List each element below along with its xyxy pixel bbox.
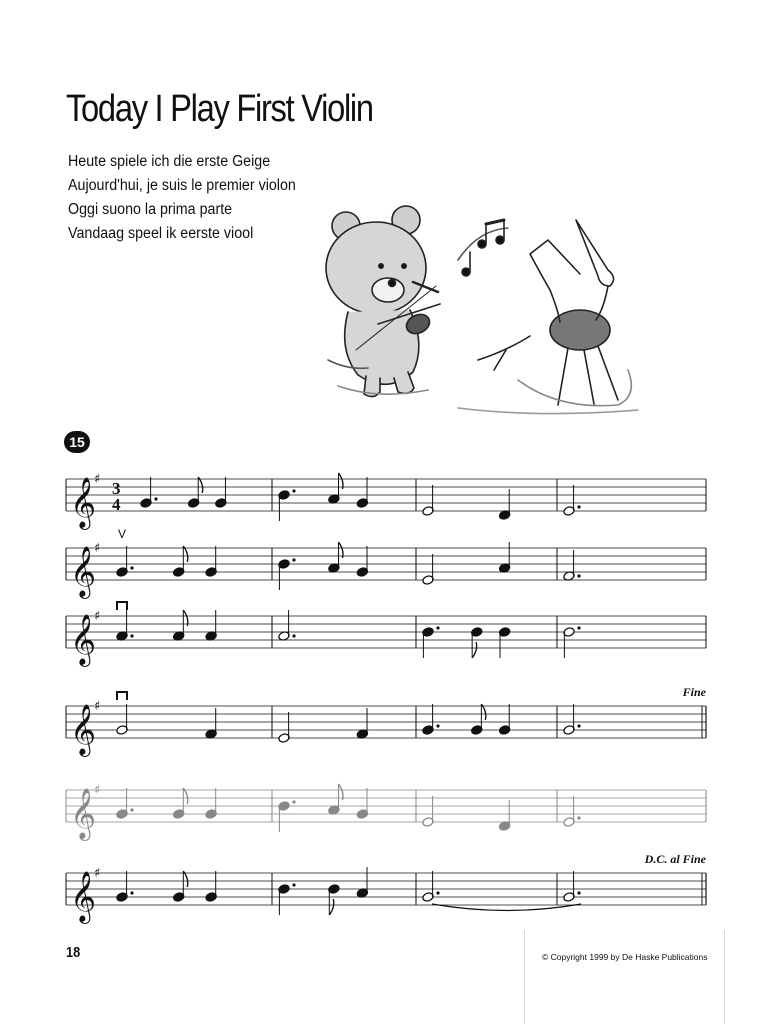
time-signature-bottom: 4	[112, 495, 121, 514]
staff-system	[66, 527, 706, 599]
treble-clef-icon: 𝄞	[70, 477, 97, 528]
down-bow-mark	[117, 692, 127, 700]
key-signature-sharp: ♯	[94, 609, 101, 624]
note-flag	[329, 899, 334, 915]
augmentation-dot	[292, 634, 295, 637]
staff-system	[66, 685, 707, 757]
augmentation-dot	[436, 891, 439, 894]
key-signature-sharp: ♯	[94, 541, 101, 556]
subtitle-german: Heute spiele ich die erste Geige	[68, 153, 271, 170]
augmentation-dot	[577, 505, 580, 508]
augmentation-dot	[436, 724, 439, 727]
crop-mark	[524, 930, 525, 1024]
subtitle-dutch: Vandaag speel ik eerste viool	[68, 225, 254, 242]
subtitle-french: Aujourd'hui, je suis le premier violon	[68, 177, 296, 194]
augmentation-dot	[577, 626, 580, 629]
down-bow-mark	[117, 602, 127, 610]
treble-clef-icon: 𝄞	[70, 614, 97, 665]
crop-mark	[724, 930, 725, 1024]
note-flag	[472, 642, 477, 658]
augmentation-dot	[154, 497, 157, 500]
up-bow-mark: V	[118, 527, 127, 541]
augmentation-dot	[577, 574, 580, 577]
page-number: 18	[66, 944, 81, 961]
augmentation-dot	[577, 816, 580, 819]
key-signature-sharp: ♯	[94, 699, 101, 714]
treble-clef-icon: 𝄞	[70, 788, 97, 839]
staff-system	[66, 783, 706, 841]
augmentation-dot	[292, 489, 295, 492]
treble-clef-icon: 𝄞	[70, 704, 97, 755]
augmentation-dot	[130, 891, 133, 894]
augmentation-dot	[292, 883, 295, 886]
staff-system	[66, 472, 706, 530]
copyright-notice: © Copyright 1999 by De Haske Publications	[542, 952, 708, 962]
staff-system	[66, 602, 706, 667]
key-signature-sharp: ♯	[94, 866, 101, 881]
augmentation-dot	[130, 566, 133, 569]
augmentation-dot	[130, 808, 133, 811]
exercise-number-badge: 15	[64, 431, 90, 453]
staff-system	[66, 852, 707, 924]
augmentation-dot	[292, 800, 295, 803]
note-flag	[183, 546, 188, 562]
note-flag	[183, 871, 188, 887]
augmentation-dot	[436, 626, 439, 629]
note-flag	[481, 704, 486, 720]
treble-clef-icon: 𝄞	[70, 871, 97, 922]
treble-clef-icon: 𝄞	[70, 546, 97, 597]
page-title: Today I Play First Violin	[66, 88, 373, 130]
ending-mark: Fine	[682, 685, 706, 699]
subtitle-italian: Oggi suono la prima parte	[68, 201, 233, 218]
key-signature-sharp: ♯	[94, 472, 101, 487]
augmentation-dot	[292, 558, 295, 561]
augmentation-dot	[130, 634, 133, 637]
time-signature-top: 3	[112, 479, 121, 498]
augmentation-dot	[577, 724, 580, 727]
note-flag	[183, 788, 188, 804]
key-signature-sharp: ♯	[94, 783, 101, 798]
ending-mark: D.C. al Fine	[644, 852, 706, 866]
augmentation-dot	[577, 891, 580, 894]
